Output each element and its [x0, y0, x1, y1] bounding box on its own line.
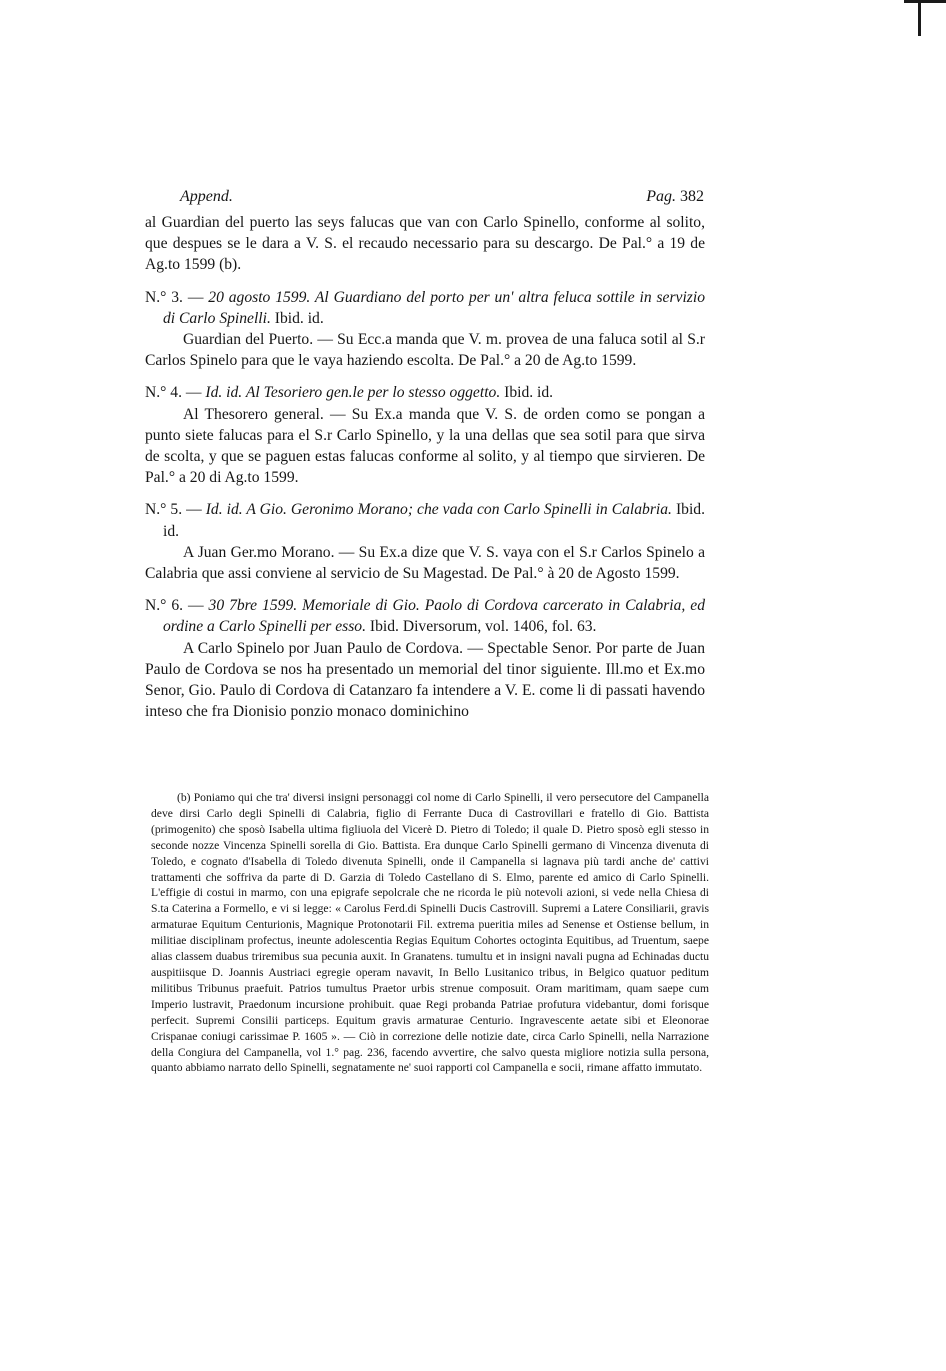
entry-number: N.° 5. — [145, 501, 202, 519]
entry-source: Ibid. Diversorum, vol. 1406, fol. 63. [369, 618, 597, 636]
entry-number: N.° 6. — [145, 597, 204, 615]
entry-source: Ibid. id. [163, 501, 705, 540]
entry-heading [145, 287, 705, 329]
document-entry-5 [145, 499, 705, 584]
header-page-number [646, 188, 704, 206]
footnotes [151, 790, 709, 1076]
page-label: Pag. [646, 188, 676, 205]
entry-title: 20 agosto 1599. Al Guardiano del porto per un' altra feluca sottile in servizio di Carlo Spinelli. [163, 288, 705, 327]
entry-heading [145, 595, 705, 637]
entry-source: Ibid. id. [274, 309, 324, 327]
running-header [180, 188, 704, 210]
entry-body: Al Thesorero general. — Su Ex.a manda que V. S. de orden como se pongan a punto siete falucas para el S.r Carlo Spinello, y la una dellas que sea sotil para que sirva de scolta, y que se paguen estas falucas conforme al solito, y al tiempo que sirvieren. De Pal.° a 20 di Ag.to 1599. [145, 405, 705, 487]
main-text [145, 212, 705, 722]
entry-title: Id. id. A Gio. Geronimo Morano; che vada con Carlo Spinelli in Calabria. [205, 501, 672, 519]
intro-paragraph: al Guardian del puerto las seys falucas que van con Carlo Spinello, conforme al solito, que despues se le dara a V. S. el recaudo necessario para su descargo. De Pal.° a 19 de Ag.to 1599 (b). [145, 214, 705, 274]
entry-title: Id. id. Al Tesoriero gen.le per lo stesso oggetto. [205, 384, 501, 402]
document-entry-3 [145, 287, 705, 372]
entry-number: N.° 3. — [145, 288, 204, 306]
entry-title: 30 7bre 1599. Memoriale di Gio. Paolo di Cordova carcerato in Calabria, ed ordine a Carlo Spinelli per esso. [163, 597, 705, 636]
page-edge-cap [904, 0, 946, 3]
entry-body: A Carlo Spinelo por Juan Paulo de Cordova. — Spectable Senor. Por parte de Juan Paulo de Cordova se nos ha presentado un memorial del tinor siguiente. Ill.mo et Ex.mo Senor, Gio. Paulo di Cordova di Catanzaro fa intendere a V. E. come li di passati havendo inteso che fra Dionisio ponzio monaco dominichino [145, 639, 705, 721]
document-entry-4 [145, 382, 705, 488]
entry-number: N.° 4. — [145, 384, 202, 402]
page-edge-rule [918, 0, 921, 36]
entry-heading [145, 382, 705, 403]
entry-heading [145, 499, 705, 541]
document-entry-6 [145, 595, 705, 722]
entry-body: Guardian del Puerto. — Su Ecc.a manda que V. m. provea de una faluca sotil al S.r Carlos Spinelo para que le vaya haziendo escolta. De Pal.° a 20 de Ag.to 1599. [145, 331, 705, 370]
entry-body: A Juan Ger.mo Morano. — Su Ex.a dize que V. S. vaya con el S.r Carlos Spinelo a Calabria que assi conviene al servicio de Su Magestad. De Pal.° à 20 de Agosto 1599. [145, 543, 705, 583]
footnote-b: (b) Poniamo qui che tra' diversi insigni personaggi col nome di Carlo Spinelli, il vero persecutore del Campanella deve dirsi Carlo degli Spinelli di Calabria, figlio di Ferrante Duca di Castrovillari e fratello di Gio. Battista (primogenito) che sposò Isabella ultima figliuola del Vicerè D. Pietro di Toledo; il quale D. Pietro sposò egli stesso in seconde nozze Vincenza Spinelli sorella di Gio. Battista. Era dunque Carlo Spinelli germano di Vincenza divenuta di Toledo, e cognato d'Isabella di Toledo divenuta Spinelli, onde il Campanella si lagnava più tardi anche de' cattivi trattamenti che soffriva da parte di D. Garzia di Toledo Castellano di S. Elmo, parente ed amico di Carlo Spinelli. L'effigie di costui in marmo, con una epigrafe sepolcrale che ne ricorda le più notevoli azioni, si vede nella Chiesa di S.ta Caterina a Formello, e vi si legge: « Carolus Ferd.di Spinelli Ducis Castrovill. Supremi a Latere Consiliarii, gravis armaturae Equitum Centurionis, Magnique Protonotarii Fil. extrema pueritia miles ad Senense et Ostiense bellum, in militiae disciplinam profectus, ineunte adolescentia Regias Equitum Cohortes octoginta Equitibus, ad Truentum, saepe alias classem duabus triremibus sua pecunia auxit. In Granatens. tumultu et in insigni navali pugna ad Echinadas ductu auspitiisque D. Joannis Austriaci egregie operam navavit, In Bello Lusitanico tribus, in Belgico quatuor peditum militibus Tribunus praefuit. Patrios tumultus Praetor urbis strenue composuit. Oram maritimam, quam saepe cum Imperio lustravit, Praedonum incursione prohibuit. quae Regi probanda Patriae profutura videbantur, domi forisque perfecit. Supremi Consilii particeps. Equitum gravis armaturae Centurio. Ingravescente aetate sibi et Eleonorae Crispanae coniugi carissimae P. 1605 ». — Ciò in correzione delle notizie date, circa Carlo Spinelli, nella Narrazione della Congiura del Campanella, vol 1.° pag. 236, facendo avvertire, che salvo questa migliore notizia sulla persona, quanto abbiamo narrato dello Spinelli, segnatamente ne' suoi rapporti col Campanella e socii, rimane affatto immutato. [151, 791, 709, 1075]
header-section-label: Append. [180, 188, 233, 205]
page-number: 382 [680, 188, 704, 205]
entry-source: Ibid. id. [504, 384, 554, 402]
